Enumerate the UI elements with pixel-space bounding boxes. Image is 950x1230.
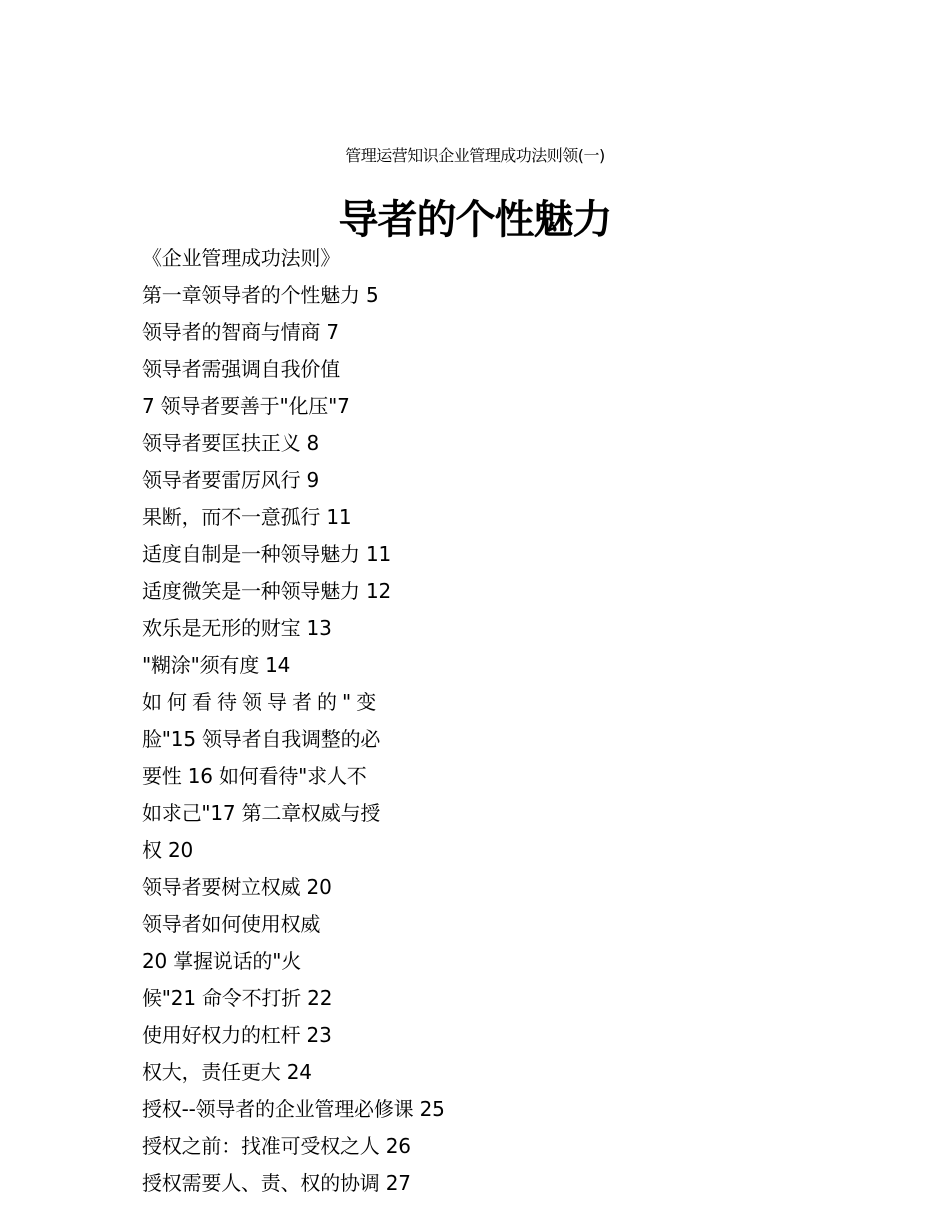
toc-line: 果断，而不一意孤行 11	[142, 505, 352, 529]
toc-line: 候"21 命令不打折 22	[142, 986, 333, 1010]
toc-line: 领导者需强调自我价值	[142, 357, 340, 381]
document-title: 导者的个性魅力	[338, 197, 612, 243]
toc-line: 如何看待领导者的"变	[142, 690, 382, 714]
toc-line: 7 领导者要善于"化压"7	[142, 394, 350, 418]
toc-line: 第一章领导者的个性魅力 5	[142, 283, 379, 307]
toc-line: "糊涂"须有度 14	[142, 653, 291, 677]
toc-line: 领导者要树立权威 20	[142, 875, 332, 899]
toc-line: 《企业管理成功法则》	[142, 246, 340, 270]
toc-line: 权大，责任更大 24	[142, 1060, 312, 1084]
running-header: 管理运营知识企业管理成功法则领(一)	[345, 146, 605, 165]
toc-line: 适度自制是一种领导魅力 11	[142, 542, 392, 566]
toc-line: 欢乐是无形的财宝 13	[142, 616, 332, 640]
toc-line: 授权需要人、责、权的协调 27	[142, 1171, 411, 1195]
toc-line: 权 20	[142, 838, 194, 862]
toc-line: 授权之前：找准可受权之人 26	[142, 1134, 411, 1158]
toc-line: 如求己"17 第二章权威与授	[142, 801, 381, 825]
toc-line: 领导者的智商与情商 7	[142, 320, 339, 344]
toc-line: 要性 16 如何看待"求人不	[142, 764, 367, 788]
table-of-contents	[142, 240, 602, 1202]
toc-line: 20 掌握说话的"火	[142, 949, 302, 973]
toc-line: 领导者要匡扶正义 8	[142, 431, 320, 455]
toc-line: 脸"15 领导者自我调整的必	[142, 727, 381, 751]
toc-line: 领导者如何使用权威	[142, 912, 321, 936]
toc-line: 领导者要雷厉风行 9	[142, 468, 320, 492]
toc-line: 适度微笑是一种领导魅力 12	[142, 579, 392, 603]
toc-line: 授权--领导者的企业管理必修课 25	[142, 1097, 445, 1121]
toc-line: 使用好权力的杠杆 23	[142, 1023, 332, 1047]
